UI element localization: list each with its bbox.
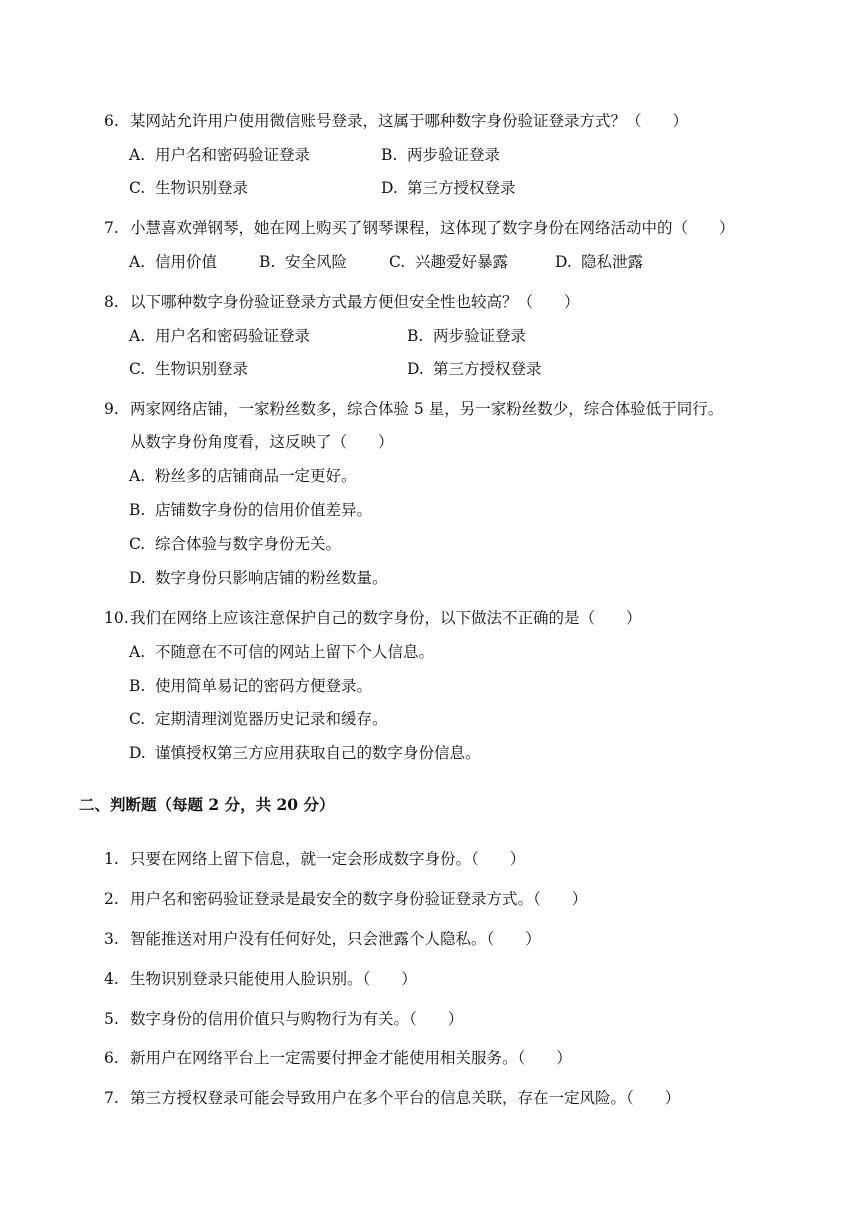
question-9-option-b: B. 店铺数字身份的信用价值差异。 xyxy=(129,501,373,519)
question-number: 4. xyxy=(104,970,119,988)
question-text: 第三方授权登录可能会导致用户在多个平台的信息关联，存在一定风险。（ ） xyxy=(130,1089,681,1107)
question-number: 7. xyxy=(104,219,119,237)
question-text: 小慧喜欢弹钢琴，她在网上购买了钢琴课程，这体现了数字身份在网络活动中的（ ） xyxy=(130,219,735,237)
judgment-item-5 xyxy=(104,1009,463,1029)
question-6-option-c: C. 生物识别登录 xyxy=(129,179,249,197)
question-number: 6. xyxy=(104,112,119,130)
question-7-stem xyxy=(104,218,735,238)
question-number: 6. xyxy=(104,1049,119,1067)
question-7-option-c: C. 兴趣爱好暴露 xyxy=(389,253,509,271)
question-text: 某网站允许用户使用微信账号登录，这属于哪种数字身份验证登录方式？（ ） xyxy=(130,112,689,130)
question-number: 9. xyxy=(104,400,119,418)
question-10-option-d: D. 谨慎授权第三方应用获取自己的数字身份信息。 xyxy=(129,744,481,762)
question-text: 只要在网络上留下信息，就一定会形成数字身份。（ ） xyxy=(130,850,526,868)
question-6-option-d: D. 第三方授权登录 xyxy=(381,179,516,197)
question-6-option-a: A. 用户名和密码验证登录 xyxy=(129,146,311,164)
question-8-option-a: A. 用户名和密码验证登录 xyxy=(129,327,311,345)
question-9-stem xyxy=(104,399,723,419)
question-text: 我们在网络上应该注意保护自己的数字身份，以下做法不正确的是（ ） xyxy=(130,609,642,627)
question-text: 用户名和密码验证登录是最安全的数字身份验证登录方式。（ ） xyxy=(130,890,588,908)
section-title: 二、判断题（每题 2 分，共 20 分） xyxy=(79,795,335,814)
question-text: 智能推送对用户没有任何好处，只会泄露个人隐私。（ ） xyxy=(130,930,541,948)
question-10-option-c: C. 定期清理浏览器历史记录和缓存。 xyxy=(129,710,388,728)
question-6-option-b: B. 两步验证登录 xyxy=(381,146,501,164)
question-number: 2. xyxy=(104,890,119,908)
question-number: 10. xyxy=(104,609,129,627)
question-6-stem xyxy=(104,111,688,131)
question-number: 8. xyxy=(104,293,119,311)
question-9-option-d: D. 数字身份只影响店铺的粉丝数量。 xyxy=(129,569,388,587)
question-text: 新用户在网络平台上一定需要付押金才能使用相关服务。（ ） xyxy=(130,1049,572,1067)
question-7-option-b: B. 安全风险 xyxy=(259,253,348,271)
question-text: 以下哪种数字身份验证登录方式最方便但安全性也较高？（ ） xyxy=(130,293,580,311)
question-7-option-a: A. 信用价值 xyxy=(129,253,218,271)
question-number: 1. xyxy=(104,850,119,868)
judgment-item-2 xyxy=(104,889,587,909)
judgment-item-7 xyxy=(104,1088,680,1108)
question-8-option-c: C. 生物识别登录 xyxy=(129,360,249,378)
question-9-option-c: C. 综合体验与数字身份无关。 xyxy=(129,535,342,553)
judgment-item-3 xyxy=(104,929,541,949)
question-7-option-d: D. 隐私泄露 xyxy=(555,253,644,271)
question-10-stem xyxy=(104,608,642,628)
question-text: 两家网络店铺，一家粉丝数多，综合体验 5 星，另一家粉丝数少，综合体验低于同行。 xyxy=(130,400,724,418)
judgment-item-1 xyxy=(104,849,525,869)
question-10-option-a: A. 不随意在不可信的网站上留下个人信息。 xyxy=(129,643,435,661)
question-8-option-d: D. 第三方授权登录 xyxy=(407,360,542,378)
question-9-option-a: A. 粉丝多的店铺商品一定更好。 xyxy=(129,467,357,485)
question-8-option-b: B. 两步验证登录 xyxy=(407,327,527,345)
judgment-item-6 xyxy=(104,1048,572,1068)
question-text: 数字身份的信用价值只与购物行为有关。（ ） xyxy=(130,1010,464,1028)
question-9-stem-continued: 从数字身份角度看，这反映了（ ） xyxy=(130,433,394,451)
question-number: 5. xyxy=(104,1010,119,1028)
question-10-option-b: B. 使用简单易记的密码方便登录。 xyxy=(129,677,373,695)
question-8-stem xyxy=(104,292,580,312)
question-number: 7. xyxy=(104,1089,119,1107)
question-text: 生物识别登录只能使用人脸识别。（ ） xyxy=(130,970,417,988)
judgment-item-4 xyxy=(104,969,417,989)
question-number: 3. xyxy=(104,930,119,948)
